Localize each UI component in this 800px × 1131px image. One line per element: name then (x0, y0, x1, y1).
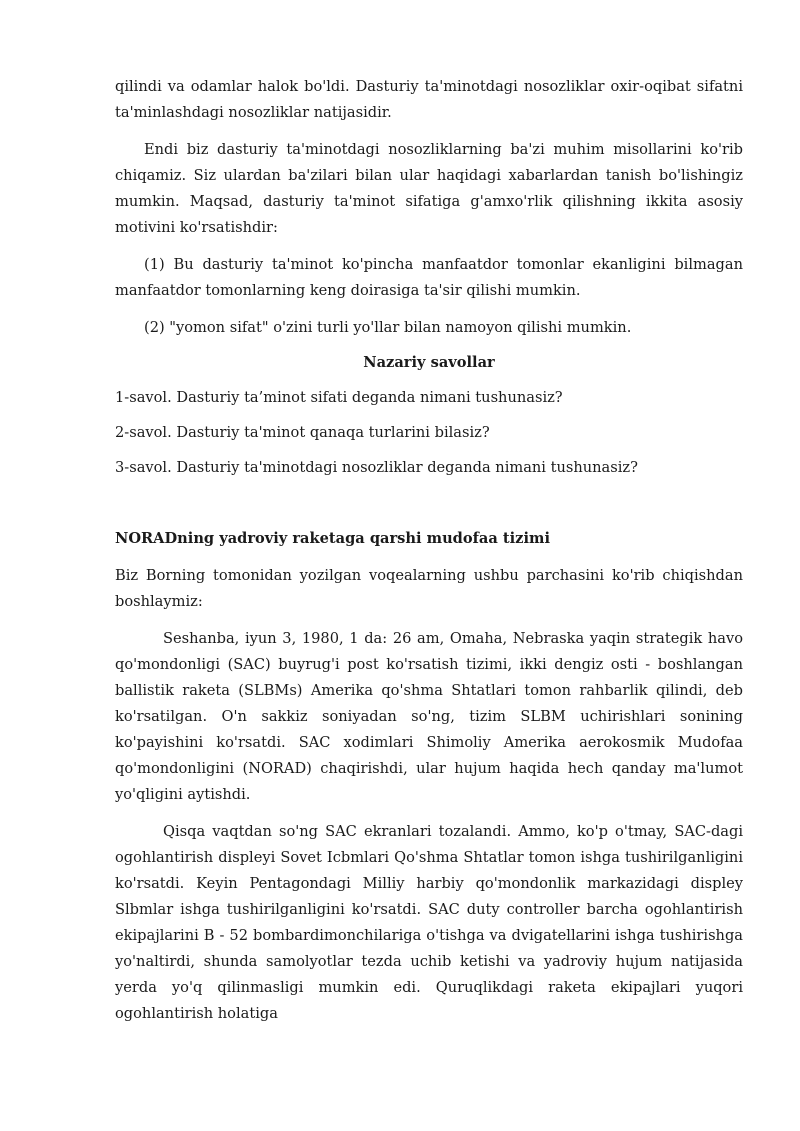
question-2: 2-savol. Dasturiy ta'minot qanaqa turlarini bilasiz? (115, 424, 490, 441)
document-page (115, 74, 743, 1027)
paragraph-continuation: qilindi va odamlar halok bo'ldi. Dasturiy ta'minotdagi nosozliklar oxir-oqibat sifatni ta'minlashdagi nosozliklar natijasidir. (115, 78, 743, 121)
questions-heading: Nazariy savollar (363, 354, 495, 371)
quote-paragraph-2: Qisqa vaqtdan so'ng SAC ekranlari tozalandi. Ammo, ko'p o'tmay, SAC-dagi ogohlantirish displeyi Sovet Icbmlari Qo'shma Shtatlar tomon ishga tushirilganligini ko'rsatdi. Keyin Pentagondagi Milliy harbiy qo'mondonlik markazidagi displey Slbmlar ishga tushirilganligini ko'rsatdi. SAC duty controller barcha ogohlantirish ekipajlarini B - 52 bombardimonchilariga o'tishga va dvigatellarini ishga tushirishga yo'naltirdi, shunda samolyotlar tezda uchib ketishi va yadroviy hujum natijasida yerda yo'q qilinmasligi mumkin edi. Quruqlikdagi raketa ekipajlari yuqori ogohlantirish holatiga (115, 823, 743, 1022)
paragraph-motive-1: (1) Bu dasturiy ta'minot ko'pincha manfaatdor tomonlar ekanligini bilmagan manfaatdor tomonlarning keng doirasiga ta'sir qilishi mumkin. (115, 256, 743, 299)
question-3: 3-savol. Dasturiy ta'minotdagi nosozliklar deganda nimani tushunasiz? (115, 459, 638, 476)
question-1: 1-savol. Dasturiy ta’minot sifati deganda nimani tushunasiz? (115, 389, 563, 406)
paragraph-motive-2: (2) "yomon sifat" o'zini turli yo'llar bilan namoyon qilishi mumkin. (144, 319, 632, 336)
paragraph-examples-intro: Endi biz dasturiy ta'minotdagi nosozliklarning ba'zi muhim misollarini ko'rib chiqamiz. Siz ulardan ba'zilari bilan ular haqidagi xabarlardan tanish bo'lishingiz mumkin. Maqsad, dasturiy ta'minot sifatiga g'amxo'rlik qilishning ikkita asosiy motivini ko'rsatishdir: (115, 141, 743, 236)
section-heading: NORADning yadroviy raketaga qarshi mudofaa tizimi (115, 530, 550, 547)
quote-paragraph-1: Seshanba, iyun 3, 1980, 1 da: 26 am, Omaha, Nebraska yaqin strategik havo qo'mondonligi (SAC) buyrug'i post ko'rsatish tizimi, ikki dengiz osti - boshlangan ballistik raketa (SLBMs) Amerika qo'shma Shtatlari tomon rahbarlik qilindi, deb ko'rsatilgan. O'n sakkiz soniyadan so'ng, tizim SLBM uchirishlari sonining ko'payishini ko'rsatdi. SAC xodimlari Shimoliy Amerika aerokosmik Mudofaa qo'mondonligini (NORAD) chaqirishdi, ular hujum haqida hech qanday ma'lumot yo'qligini aytishdi. (115, 630, 743, 803)
section-intro: Biz Borning tomonidan yozilgan voqealarning ushbu parchasini ko'rib chiqishdan boshlaymiz: (115, 567, 743, 610)
